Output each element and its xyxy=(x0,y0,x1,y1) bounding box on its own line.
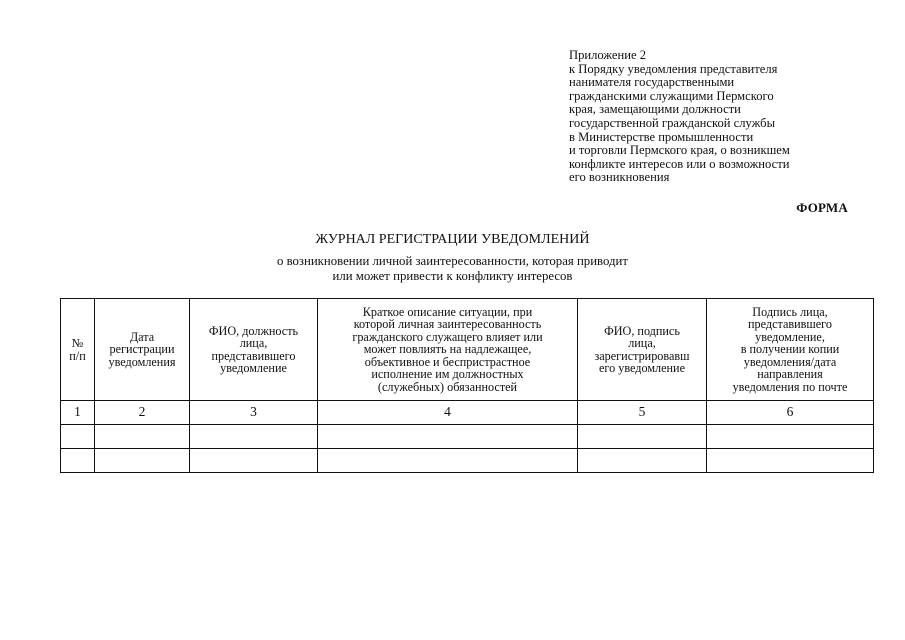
annex-line: государственной гражданской службы xyxy=(569,115,776,130)
column-number: 2 xyxy=(95,401,190,425)
header-cell-description: Краткое описание ситуации, при которой личная заинтересованность гражданского служащего влияет или может повлиять на надлежащее, объективное и беспристрастное исполнение им должностных (служебных) обязанностей xyxy=(318,299,578,401)
journal-table xyxy=(60,298,874,473)
table-cell xyxy=(95,425,190,449)
header-cell-number: № п/п xyxy=(61,299,95,401)
table-cell xyxy=(707,425,874,449)
table-cell xyxy=(318,449,578,473)
table-cell xyxy=(95,449,190,473)
table-cell xyxy=(318,425,578,449)
column-number: 4 xyxy=(318,401,578,425)
table-cell xyxy=(190,425,318,449)
journal-title: ЖУРНАЛ РЕГИСТРАЦИИ УВЕДОМЛЕНИЙ xyxy=(315,232,590,247)
header-cell-submitter: ФИО, должность лица, представившего уведомление xyxy=(190,299,318,401)
journal-subtitle-line: или может привести к конфликту интересов xyxy=(332,268,573,283)
annex-line: к Порядку уведомления представителя xyxy=(569,61,778,76)
column-number-row xyxy=(61,401,874,425)
header-cell-date: Дата регистрации уведомления xyxy=(95,299,190,401)
table-cell xyxy=(578,425,707,449)
journal-subtitle xyxy=(0,254,905,283)
column-number: 5 xyxy=(578,401,707,425)
table-header-row xyxy=(61,299,874,401)
annex-line: гражданскими служащими Пермского xyxy=(569,88,774,103)
table-cell xyxy=(61,449,95,473)
table-cell xyxy=(707,449,874,473)
table-cell xyxy=(578,449,707,473)
annex-line: нанимателя государственными xyxy=(569,75,735,90)
header-cell-receipt: Подпись лица, представившего уведомление, в получении копии уведомления/дата направления уведомления по почте xyxy=(707,299,874,401)
annex-line: его возникновения xyxy=(569,170,670,185)
form-label: ФОРМА xyxy=(796,200,848,215)
table-row xyxy=(61,449,874,473)
table-row xyxy=(61,425,874,449)
annex-line: в Министерстве промышленности xyxy=(569,129,754,144)
annex-line: края, замещающими должности xyxy=(569,102,741,117)
annex-block xyxy=(569,49,869,185)
annex-line: конфликте интересов или о возможности xyxy=(569,156,790,171)
table-cell xyxy=(61,425,95,449)
column-number: 6 xyxy=(707,401,874,425)
annex-line: и торговли Пермского края, о возникшем xyxy=(569,143,790,158)
annex-line: Приложение 2 xyxy=(569,48,647,62)
column-number: 3 xyxy=(190,401,318,425)
journal-subtitle-line: о возникновении личной заинтересованности, которая приводит xyxy=(276,254,628,268)
column-number: 1 xyxy=(61,401,95,425)
header-cell-registrar: ФИО, подпись лица, зарегистрировавш его уведомление xyxy=(578,299,707,401)
table-cell xyxy=(190,449,318,473)
